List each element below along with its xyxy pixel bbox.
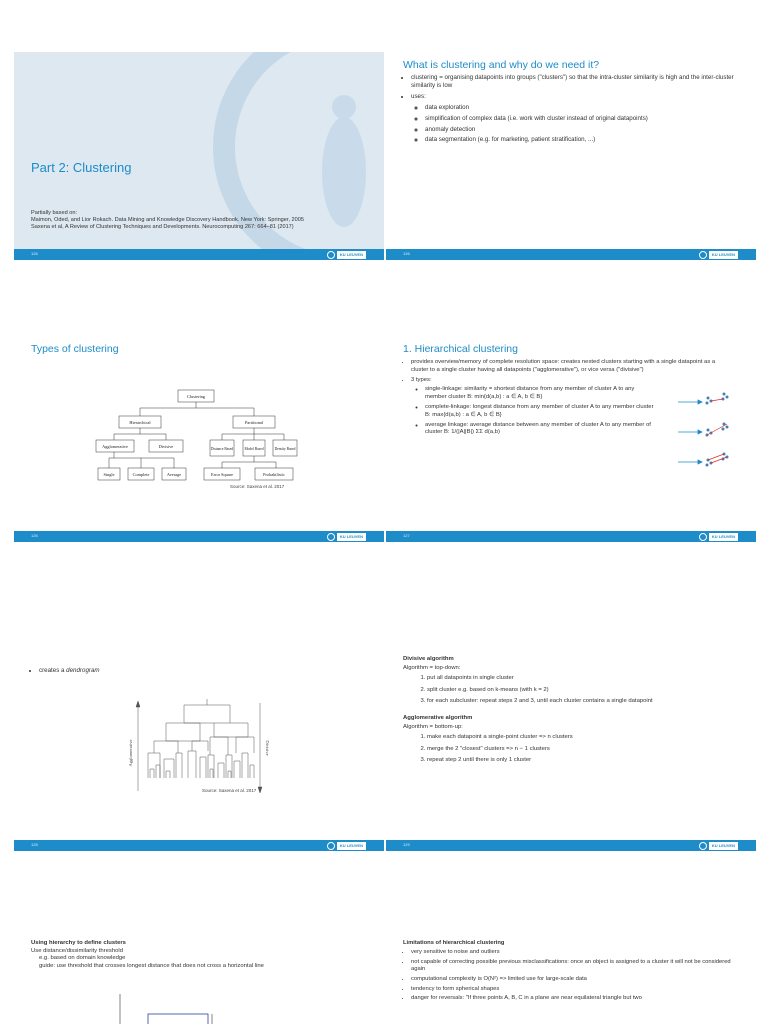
section-heading: Divisive algorithm <box>403 656 454 662</box>
linkage-illustrations <box>676 384 756 474</box>
bullet: • creates a dendrogram <box>39 667 372 675</box>
ku-leuven-logo: KU LEUVEN <box>327 250 366 259</box>
slide-limitations <box>386 934 756 1024</box>
seal-icon <box>327 842 335 850</box>
node-average: Average <box>166 472 182 477</box>
sub-bullet: ◦ data exploration <box>425 104 744 112</box>
slide-title: Part 2: Clustering <box>31 160 132 175</box>
slide-dendrogram <box>14 643 384 851</box>
slide-body <box>403 74 744 147</box>
seal-icon <box>699 533 707 541</box>
node-distance-based: Distance Based <box>210 447 234 451</box>
sub-bullet: ◦ data segmentation (e.g. for marketing, patient stratification, ...) <box>425 136 744 144</box>
bullet: • very sensitive to noise and outliers <box>411 949 744 956</box>
seal-icon <box>327 533 335 541</box>
node-model-based: Model Based <box>244 447 264 451</box>
slide-body <box>31 940 372 970</box>
ku-leuven-logo: KU LEUVEN <box>327 841 366 850</box>
page-number: 126 <box>31 533 38 538</box>
slide-body <box>403 940 744 1005</box>
figure-source: Source: Saxena et al. 2017 <box>202 788 257 793</box>
bullet: • provides overview/memory of complete resolution space: creates nested clusters starting with a single datapoint as a cluster to a single cluster having all datapoints ("agglomerative"), or vice versa ("divisive") <box>411 359 726 374</box>
node-density-based: Density Based <box>274 447 296 451</box>
bullet: • computational complexity is O(N²) => limited use for large-scale data <box>411 976 744 983</box>
slide-footer <box>14 249 384 260</box>
seal-icon <box>699 251 707 259</box>
slide-body <box>403 656 744 768</box>
threshold-dendrogram <box>14 992 384 1024</box>
slide-body <box>31 667 372 678</box>
bullet: • tendency to form spherical shapes <box>411 986 744 993</box>
step: 2. merge the 2 "closest" clusters => n − 1 clusters <box>427 746 744 753</box>
slide-title: Types of clustering <box>31 343 119 355</box>
slide-footer <box>386 531 756 542</box>
reference-1: Maimon, Oded, and Lior Rokach. Data Mining and Knowledge Discovery Handbook. New York: Springer, 2005 <box>31 217 305 223</box>
algorithm-label: Algorithm = top-down: <box>403 665 461 672</box>
step: 3. for each subcluster: repeat steps 2 and 3, until each cluster contains a single datapoint <box>427 698 744 705</box>
agglomerative-axis-label: Agglomerative <box>128 739 133 767</box>
section-heading: Limitations of hierarchical clustering <box>403 940 505 946</box>
slide-types-of-clustering <box>14 334 384 542</box>
bullet: • danger for reversals: "If three points A, B, C in a plane are near equilateral triangle but two <box>411 995 744 1002</box>
slide-footer <box>14 840 384 851</box>
node-probabilistic: Probabilistic <box>263 472 285 477</box>
node-single: Single <box>103 472 115 477</box>
section-heading: Agglomerative algorithm <box>403 715 473 722</box>
ku-leuven-logo: KU LEUVEN <box>699 841 738 850</box>
slide-hierarchical-clustering <box>386 334 756 542</box>
ku-leuven-logo: KU LEUVEN <box>699 250 738 259</box>
slide-footer <box>386 249 756 260</box>
text-line: guide: use threshold that crosses longest distance that does not cross a horizontal line <box>39 962 264 969</box>
node-error-square: Error Square <box>210 472 234 477</box>
reference-2: Saxena et al, A Review of Clustering Techniques and Developments. Neurocomputing 267: 664–81 (2017) <box>31 224 294 230</box>
section-heading: Using hierarchy to define clusters <box>31 940 126 946</box>
bullet: • not capable of correcting possible previous misclassifications: once an object is assigned to a cluster it will not be considered again <box>411 959 744 973</box>
page-number: 126 <box>403 251 410 256</box>
seal-icon <box>327 251 335 259</box>
clustering-taxonomy-tree <box>14 384 384 504</box>
node-complete: Complete <box>132 472 150 477</box>
bullet: • 3 types: ◦ single-linkage: similarity = shortest distance from any member of cluster A to any member cluster B: min{d(a,b) : a ∈ A, b ∈ B} ◦ complete-linkage: longest distance from any member of cluster A to any member cluster B: max{d(a,b) : a ∈ A, b ∈ B} ◦ average linkage: average distance between any member of cluster A to any member of cluster B: 1/(|A||B|) ΣΣ d(a,b) <box>411 377 726 437</box>
linkage-complete: ◦ complete-linkage: longest distance from any member of cluster A to any member cluster B: max{d(a,b) : a ∈ A, b ∈ B} <box>425 404 656 419</box>
linkage-single: ◦ single-linkage: similarity = shortest distance from any member of cluster A to any member cluster B: min{d(a,b) : a ∈ A, b ∈ B} <box>425 386 656 401</box>
bullet: • uses: ◦ data exploration ◦ simplification of complex data (i.e. work with cluster instead of original datapoints) ◦ anomaly detection ◦ data segmentation (e.g. for marketing, patient stratification, ...) <box>411 93 744 145</box>
based-on-label: Partially based on: <box>31 210 78 216</box>
page-number: 127 <box>403 533 410 538</box>
figure-source: Source: Saxena et al. 2017 <box>230 484 285 489</box>
node-clustering: Clustering <box>187 394 205 399</box>
seal-icon <box>699 842 707 850</box>
page-number: 128 <box>31 842 38 847</box>
slide-title: 1. Hierarchical clustering <box>403 343 518 355</box>
references <box>31 210 372 231</box>
ku-leuven-logo: KU LEUVEN <box>327 532 366 541</box>
step: 1. make each datapoint a single-point cluster => n clusters <box>427 734 744 741</box>
slide-title: What is clustering and why do we need it? <box>403 59 600 71</box>
algorithm-label: Algorithm = bottom-up: <box>403 724 463 731</box>
page-number: 129 <box>403 842 410 847</box>
slide-part2-clustering <box>14 52 384 260</box>
node-partitional: Partitional <box>245 420 263 425</box>
step: 1. put all datapoints in single cluster <box>427 675 744 682</box>
ku-leuven-logo: KU LEUVEN <box>699 532 738 541</box>
node-agglomerative: Agglomerative <box>102 444 128 449</box>
node-hierarchical: Hierarchical <box>129 420 151 425</box>
sub-bullet: ◦ simplification of complex data (i.e. work with cluster instead of original datapoints) <box>425 115 744 123</box>
text-line: e.g. based on domain knowledge <box>39 955 126 962</box>
slide-footer <box>386 840 756 851</box>
slide-divisive-agglomerative-algorithms <box>386 643 756 851</box>
slide-what-is-clustering <box>386 52 756 260</box>
step: 3. repeat step 2 until there is only 1 cluster <box>427 757 744 764</box>
page-number: 126 <box>31 251 38 256</box>
step: 2. split cluster e.g. based on k-means (with k = 2) <box>427 687 744 694</box>
slide-footer <box>14 531 384 542</box>
sub-bullet: ◦ anomaly detection <box>425 126 744 134</box>
divisive-axis-label: Divisive <box>265 740 270 756</box>
linkage-average: ◦ average linkage: average distance between any member of cluster A to any member of cluster B: 1/(|A||B|) ΣΣ d(a,b) <box>425 422 656 437</box>
node-divisive: Divisive <box>158 444 174 449</box>
dendrogram-figure <box>14 693 384 803</box>
text-line: Use distance/dissimilarity threshold <box>31 947 123 954</box>
bullet: • clustering = organising datapoints into groups ("clusters") so that the intra-cluster similarity is high and the inter-cluster similarity is low <box>411 74 744 91</box>
slide-using-hierarchy <box>14 934 384 1024</box>
